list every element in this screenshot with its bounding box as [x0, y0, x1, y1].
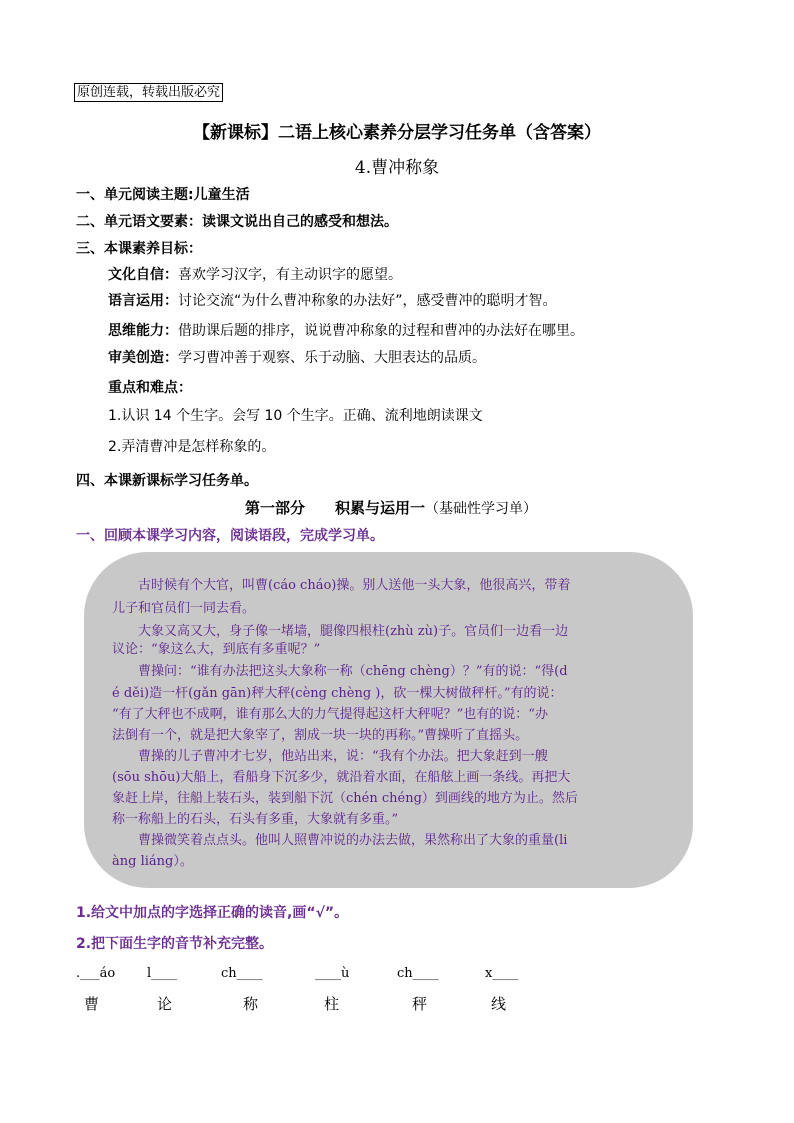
passage-line: 曹操微笑着点点头。他叫人照曹冲说的办法去做，果然称出了大象的重量(li: [112, 833, 568, 848]
pinyin-blank[interactable]: .___áo: [76, 966, 116, 981]
pinyin-blank[interactable]: ch____: [221, 966, 263, 981]
goal-label: 文化自信：: [108, 267, 178, 283]
passage-line: 象赶上岸，往船上装石头，装到船下沉（chén chéng）到画线的地方为止。然后: [112, 791, 578, 806]
goal-culture: [108, 264, 402, 284]
character: 秤: [412, 995, 428, 1013]
lesson-title: 4.曹冲称象: [354, 158, 440, 178]
part-note: （基础性学习单）: [425, 501, 538, 517]
section-language-element: 二、单元语文要素：读课文说出自己的感受和想法。: [76, 214, 398, 230]
pinyin-blank[interactable]: ch____: [397, 966, 439, 981]
passage-line: 称一称船上的石头，石头有多重，大象就有多重。”: [112, 812, 399, 827]
question-2: 2.把下面生字的音节补充完整。: [76, 936, 274, 952]
section-reading-theme: 一、单元阅读主题:儿童生活: [76, 187, 250, 203]
character: 论: [157, 995, 173, 1013]
character: 称: [243, 995, 259, 1013]
goal-text: 讨论交流“为什么曹冲称象的办法好”，感受曹冲的聪明才智。: [178, 293, 557, 309]
passage-line: é děi)造一杆(gǎn gān)秤大秤(cèng chèng )，砍一棵大树做秤杆。”有的说：: [112, 686, 563, 701]
passage-line: (sōu shōu)大船上，看船身下沉多少，就沿着水面，在船舷上画一条线。再把大: [112, 770, 571, 785]
passage-line: 古时候有个大官，叫曹(cáo cháo)操。别人送他一头大象，他很高兴，带着: [112, 578, 571, 593]
passage-line: 议论：“象这么大，到底有多重呢？”: [112, 642, 321, 657]
part-heading: [245, 497, 537, 518]
key-point-1: 1.认识 14 个生字。会写 10 个生字。正确、流利地朗读课文: [108, 408, 483, 424]
task-1-heading: 一、回顾本课学习内容，阅读语段，完成学习单。: [76, 528, 384, 544]
key-points-heading: 重点和难点：: [108, 380, 192, 396]
goal-text: 喜欢学习汉字，有主动识字的愿望。: [178, 267, 402, 283]
passage-line: “有了大秤也不成啊，谁有那么大的力气提得起这杆大秤呢？”也有的说：“办: [112, 707, 548, 722]
key-point-2: 2.弄清曹冲是怎样称象的。: [108, 439, 276, 455]
passage-line: àng liáng）。: [112, 854, 193, 869]
goal-label: 思维能力：: [108, 323, 178, 339]
passage-line: 儿子和官员们一同去看。: [112, 601, 256, 616]
character: 曹: [84, 995, 100, 1013]
question-1: 1.给文中加点的字选择正确的读音,画“√”。: [76, 905, 349, 921]
goal-label: 语言运用：: [108, 293, 178, 309]
passage-line: 曹操问：“谁有办法把这头大象称一称（chēng chèng）？”有的说：“得(d: [112, 664, 568, 679]
section-goals-heading: 三、本课素养目标：: [76, 241, 202, 257]
pinyin-blank[interactable]: ____ù: [315, 966, 350, 981]
page-title: 【新课标】二语上核心素养分层学习任务单（含答案）: [193, 123, 601, 143]
goal-text: 学习曹冲善于观察、乐于动脑、大胆表达的品质。: [178, 350, 486, 366]
pinyin-blank[interactable]: l____: [147, 966, 178, 981]
passage-line: 大象又高又大，身子像一堵墙，腿像四根柱(zhù zù)子。官员们一边看一边: [112, 624, 569, 639]
copyright-stamp: 原创连载，转载出版必究: [74, 83, 223, 102]
passage-line: 曹操的儿子曹冲才七岁，他站出来，说：“我有个办法。把大象赶到一艘: [112, 749, 548, 764]
character: 线: [491, 995, 507, 1013]
section-task-sheet: 四、本课新课标学习任务单。: [76, 473, 258, 489]
goal-thinking: [108, 320, 584, 340]
pinyin-blank[interactable]: x____: [485, 966, 519, 981]
part-title: 第一部分 积累与运用一: [245, 499, 426, 517]
character: 柱: [324, 995, 340, 1013]
goal-text: 借助课后题的排序，说说曹冲称象的过程和曹冲的办法好在哪里。: [178, 323, 584, 339]
goal-label: 审美创造：: [108, 350, 178, 366]
goal-language: [108, 290, 557, 310]
passage-line: 法倒有一个，就是把大象宰了，割成一块一块的再称。”曹操听了直摇头。: [112, 728, 529, 743]
goal-aesthetic: [108, 347, 486, 367]
